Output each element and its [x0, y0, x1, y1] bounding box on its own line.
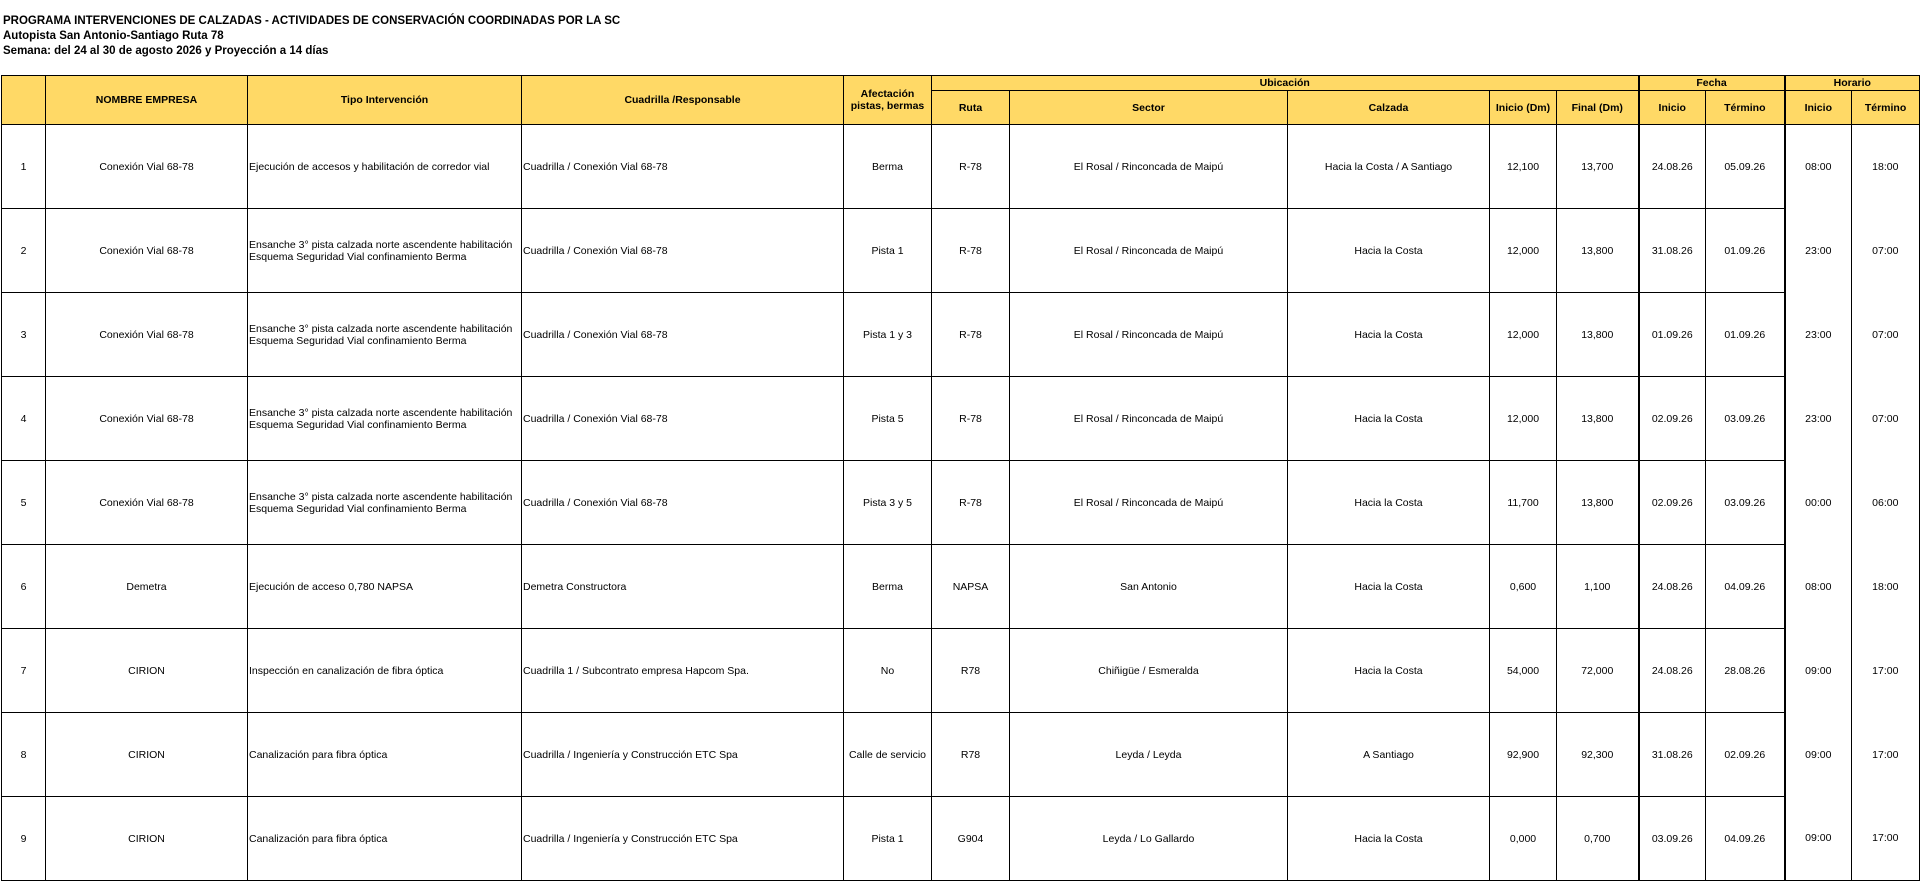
cell-final-dm: 1,100 [1557, 545, 1639, 629]
cell-horario-inicio: 08:00 [1785, 545, 1852, 629]
header-group-ubicacion: Ubicación [932, 76, 1639, 91]
cell-afectacion: Pista 1 [844, 797, 932, 881]
cell-afectacion: Pista 3 y 5 [844, 461, 932, 545]
cell-final-dm: 13,800 [1557, 461, 1639, 545]
cell-tipo-intervencion: Canalización para fibra óptica [248, 713, 522, 797]
cell-horario-inicio: 09:00 [1785, 797, 1852, 881]
cell-final-dm: 0,700 [1557, 797, 1639, 881]
cell-horario-inicio: 08:00 [1785, 125, 1852, 209]
cell-calzada: Hacia la Costa [1288, 293, 1490, 377]
cell-fecha-inicio: 24.08.26 [1639, 125, 1706, 209]
table-row [2, 293, 1920, 377]
cell-nombre-empresa: CIRION [46, 713, 248, 797]
cell-ruta: R-78 [932, 209, 1010, 293]
cell-fecha-termino: 01.09.26 [1706, 209, 1785, 293]
cell-sector: El Rosal / Rinconcada de Maipú [1010, 377, 1288, 461]
cell-fecha-inicio: 31.08.26 [1639, 209, 1706, 293]
header-group-fecha: Fecha [1639, 76, 1785, 91]
header-final-dm: Final (Dm) [1557, 91, 1639, 125]
cell-row-number: 1 [2, 125, 46, 209]
cell-horario-termino: 06:00 [1852, 461, 1920, 545]
cell-cuadrilla: Cuadrilla / Conexión Vial 68-78 [522, 461, 844, 545]
cell-calzada: Hacia la Costa [1288, 461, 1490, 545]
cell-tipo-intervencion: Ensanche 3° pista calzada norte ascendente habilitación Esquema Seguridad Vial confinamiento Berma [248, 461, 522, 545]
cell-nombre-empresa: Conexión Vial 68-78 [46, 209, 248, 293]
cell-ruta: R-78 [932, 461, 1010, 545]
cell-tipo-intervencion: Ensanche 3° pista calzada norte ascendente habilitación Esquema Seguridad Vial confinamiento Berma [248, 209, 522, 293]
cell-horario-termino: 18:00 [1852, 545, 1920, 629]
document-title: PROGRAMA INTERVENCIONES DE CALZADAS - ACTIVIDADES DE CONSERVACIÓN COORDINADAS POR LA SC [3, 15, 621, 27]
cell-afectacion: Pista 1 y 3 [844, 293, 932, 377]
header-ruta: Ruta [932, 91, 1010, 125]
cell-horario-inicio: 23:00 [1785, 377, 1852, 461]
header-fecha-inicio: Inicio [1639, 91, 1706, 125]
header-calzada: Calzada [1288, 91, 1490, 125]
cell-final-dm: 13,800 [1557, 377, 1639, 461]
cell-cuadrilla: Cuadrilla / Conexión Vial 68-78 [522, 377, 844, 461]
cell-afectacion: Berma [844, 545, 932, 629]
cell-tipo-intervencion: Canalización para fibra óptica [248, 797, 522, 881]
cell-horario-termino: 07:00 [1852, 209, 1920, 293]
table-row [2, 461, 1920, 545]
cell-sector: El Rosal / Rinconcada de Maipú [1010, 461, 1288, 545]
cell-row-number: 2 [2, 209, 46, 293]
cell-inicio-dm: 54,000 [1490, 629, 1557, 713]
table-row [2, 629, 1920, 713]
header-row-number [2, 76, 46, 125]
cell-inicio-dm: 12,000 [1490, 293, 1557, 377]
header-inicio-dm: Inicio (Dm) [1490, 91, 1557, 125]
cell-ruta: R78 [932, 629, 1010, 713]
header-afectacion: Afectación pistas, bermas [844, 76, 932, 125]
cell-inicio-dm: 92,900 [1490, 713, 1557, 797]
cell-fecha-inicio: 31.08.26 [1639, 713, 1706, 797]
cell-ruta: R-78 [932, 293, 1010, 377]
cell-tipo-intervencion: Ejecución de acceso 0,780 NAPSA [248, 545, 522, 629]
cell-ruta: R-78 [932, 377, 1010, 461]
cell-final-dm: 13,800 [1557, 209, 1639, 293]
cell-afectacion: Berma [844, 125, 932, 209]
document-title-block [3, 14, 620, 59]
cell-ruta: R78 [932, 713, 1010, 797]
cell-sector: El Rosal / Rinconcada de Maipú [1010, 125, 1288, 209]
cell-horario-inicio: 23:00 [1785, 293, 1852, 377]
cell-sector: El Rosal / Rinconcada de Maipú [1010, 293, 1288, 377]
cell-nombre-empresa: Demetra [46, 545, 248, 629]
table-row [2, 545, 1920, 629]
cell-horario-inicio: 23:00 [1785, 209, 1852, 293]
header-horario-termino: Término [1852, 91, 1920, 125]
cell-horario-termino: 17:00 [1852, 629, 1920, 713]
cell-row-number: 7 [2, 629, 46, 713]
header-nombre-empresa: NOMBRE EMPRESA [46, 76, 248, 125]
cell-sector: Leyda / Leyda [1010, 713, 1288, 797]
table-row [2, 377, 1920, 461]
cell-fecha-inicio: 24.08.26 [1639, 545, 1706, 629]
cell-calzada: Hacia la Costa [1288, 629, 1490, 713]
cell-tipo-intervencion: Ejecución de accesos y habilitación de corredor vial [248, 125, 522, 209]
cell-final-dm: 13,700 [1557, 125, 1639, 209]
cell-horario-termino: 17:00 [1852, 713, 1920, 797]
table-row [2, 125, 1920, 209]
cell-row-number: 6 [2, 545, 46, 629]
cell-row-number: 8 [2, 713, 46, 797]
cell-nombre-empresa: CIRION [46, 797, 248, 881]
interventions-table [1, 75, 1920, 881]
cell-cuadrilla: Cuadrilla / Conexión Vial 68-78 [522, 293, 844, 377]
cell-inicio-dm: 12,000 [1490, 377, 1557, 461]
cell-horario-inicio: 09:00 [1785, 713, 1852, 797]
cell-row-number: 3 [2, 293, 46, 377]
cell-horario-inicio: 00:00 [1785, 461, 1852, 545]
cell-calzada: Hacia la Costa [1288, 377, 1490, 461]
cell-final-dm: 92,300 [1557, 713, 1639, 797]
cell-inicio-dm: 12,100 [1490, 125, 1557, 209]
cell-fecha-termino: 02.09.26 [1706, 713, 1785, 797]
cell-inicio-dm: 11,700 [1490, 461, 1557, 545]
cell-nombre-empresa: Conexión Vial 68-78 [46, 461, 248, 545]
cell-nombre-empresa: CIRION [46, 629, 248, 713]
header-tipo-intervencion: Tipo Intervención [248, 76, 522, 125]
cell-calzada: Hacia la Costa / A Santiago [1288, 125, 1490, 209]
cell-row-number: 4 [2, 377, 46, 461]
cell-afectacion: Pista 1 [844, 209, 932, 293]
cell-fecha-inicio: 02.09.26 [1639, 377, 1706, 461]
cell-final-dm: 72,000 [1557, 629, 1639, 713]
cell-ruta: R-78 [932, 125, 1010, 209]
header-sector: Sector [1010, 91, 1288, 125]
cell-afectacion: Calle de servicio [844, 713, 932, 797]
cell-calzada: Hacia la Costa [1288, 545, 1490, 629]
cell-horario-termino: 07:00 [1852, 377, 1920, 461]
cell-horario-termino: 07:00 [1852, 293, 1920, 377]
cell-fecha-termino: 05.09.26 [1706, 125, 1785, 209]
header-cuadrilla: Cuadrilla /Responsable [522, 76, 844, 125]
cell-cuadrilla: Cuadrilla / Conexión Vial 68-78 [522, 209, 844, 293]
cell-afectacion: Pista 5 [844, 377, 932, 461]
cell-cuadrilla: Demetra Constructora [522, 545, 844, 629]
cell-cuadrilla: Cuadrilla / Ingeniería y Construcción ETC Spa [522, 797, 844, 881]
cell-nombre-empresa: Conexión Vial 68-78 [46, 125, 248, 209]
cell-fecha-inicio: 01.09.26 [1639, 293, 1706, 377]
cell-afectacion: No [844, 629, 932, 713]
cell-row-number: 5 [2, 461, 46, 545]
cell-fecha-inicio: 24.08.26 [1639, 629, 1706, 713]
header-fecha-termino: Término [1706, 91, 1785, 125]
cell-fecha-termino: 03.09.26 [1706, 377, 1785, 461]
cell-fecha-termino: 28.08.26 [1706, 629, 1785, 713]
cell-sector: El Rosal / Rinconcada de Maipú [1010, 209, 1288, 293]
cell-final-dm: 13,800 [1557, 293, 1639, 377]
cell-inicio-dm: 12,000 [1490, 209, 1557, 293]
cell-fecha-termino: 01.09.26 [1706, 293, 1785, 377]
cell-nombre-empresa: Conexión Vial 68-78 [46, 293, 248, 377]
cell-fecha-inicio: 03.09.26 [1639, 797, 1706, 881]
table-header-row-groups [2, 76, 1920, 91]
table-row [2, 797, 1920, 881]
cell-horario-inicio: 09:00 [1785, 629, 1852, 713]
cell-tipo-intervencion: Ensanche 3° pista calzada norte ascendente habilitación Esquema Seguridad Vial confinamiento Berma [248, 377, 522, 461]
header-group-horario: Horario [1785, 76, 1920, 91]
cell-calzada: A Santiago [1288, 713, 1490, 797]
cell-horario-termino: 18:00 [1852, 125, 1920, 209]
cell-cuadrilla: Cuadrilla / Ingeniería y Construcción ETC Spa [522, 713, 844, 797]
cell-fecha-termino: 03.09.26 [1706, 461, 1785, 545]
document-subtitle-week: Semana: del 24 al 30 de agosto 2026 y Proyección a 14 días [3, 45, 329, 57]
document-subtitle-route: Autopista San Antonio-Santiago Ruta 78 [3, 30, 224, 42]
cell-fecha-inicio: 02.09.26 [1639, 461, 1706, 545]
cell-inicio-dm: 0,600 [1490, 545, 1557, 629]
cell-fecha-termino: 04.09.26 [1706, 797, 1785, 881]
cell-tipo-intervencion: Inspección en canalización de fibra óptica [248, 629, 522, 713]
cell-row-number: 9 [2, 797, 46, 881]
cell-sector: Leyda / Lo Gallardo [1010, 797, 1288, 881]
cell-ruta: NAPSA [932, 545, 1010, 629]
cell-sector: San Antonio [1010, 545, 1288, 629]
header-horario-inicio: Inicio [1785, 91, 1852, 125]
cell-sector: Chiñigüe / Esmeralda [1010, 629, 1288, 713]
cell-horario-termino: 17:00 [1852, 797, 1920, 881]
cell-cuadrilla: Cuadrilla / Conexión Vial 68-78 [522, 125, 844, 209]
cell-ruta: G904 [932, 797, 1010, 881]
cell-cuadrilla: Cuadrilla 1 / Subcontrato empresa Hapcom Spa. [522, 629, 844, 713]
cell-tipo-intervencion: Ensanche 3° pista calzada norte ascendente habilitación Esquema Seguridad Vial confinamiento Berma [248, 293, 522, 377]
table-row [2, 713, 1920, 797]
cell-fecha-termino: 04.09.26 [1706, 545, 1785, 629]
table-body [2, 125, 1920, 881]
cell-nombre-empresa: Conexión Vial 68-78 [46, 377, 248, 461]
table-row [2, 209, 1920, 293]
cell-calzada: Hacia la Costa [1288, 209, 1490, 293]
cell-calzada: Hacia la Costa [1288, 797, 1490, 881]
cell-inicio-dm: 0,000 [1490, 797, 1557, 881]
